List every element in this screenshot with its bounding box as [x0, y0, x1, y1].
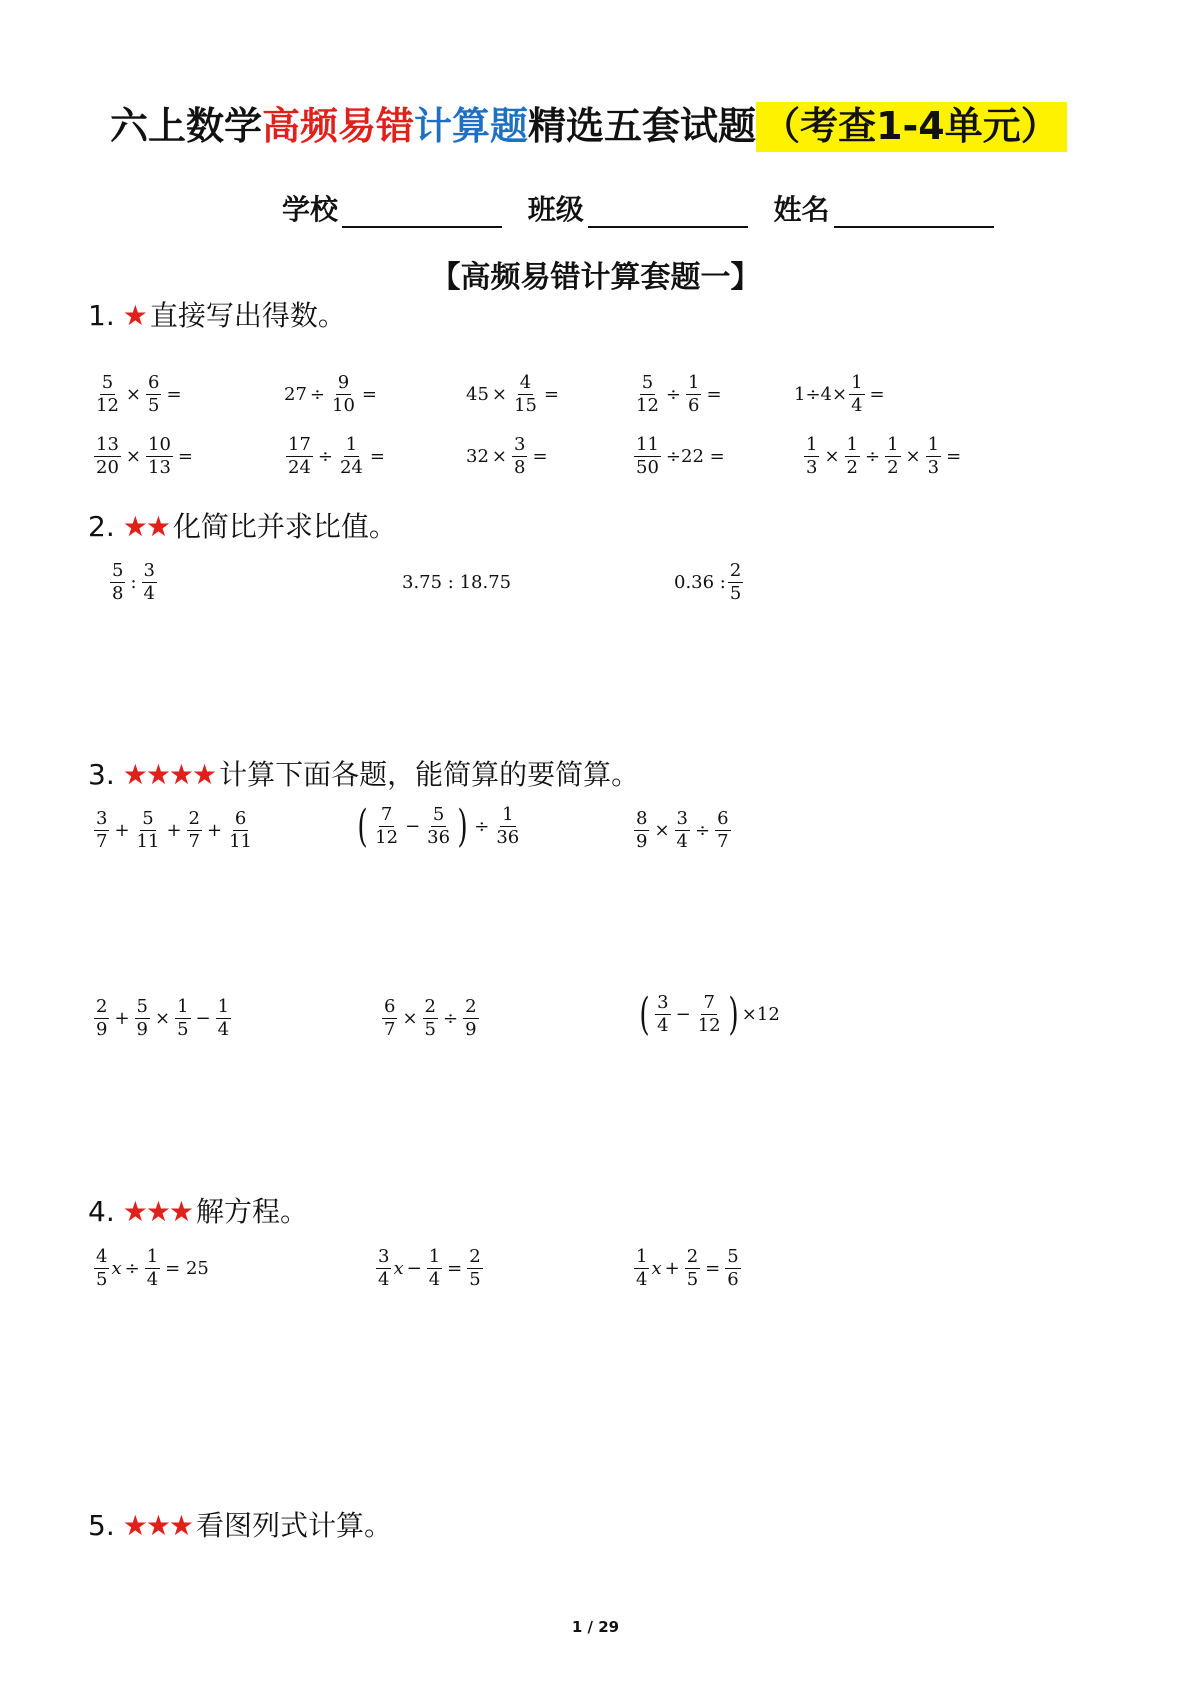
fraction: 3 4: [378, 1246, 390, 1290]
fraction: $\frac{2}{5}$: [424, 996, 436, 1040]
title-highlight: （考查1-4单元）: [756, 102, 1067, 152]
fraction: $\frac{5}{12}$: [636, 372, 659, 416]
question-number: 3.: [88, 758, 115, 791]
fraction: $\frac{6}{7}$: [384, 996, 396, 1040]
q3-expr-4: 2 9 + $\frac{5}{9}$ × $\frac{1}{5}$ − $\frac{1}{4}$: [96, 996, 230, 1040]
fraction: $\frac{5}{36}$: [427, 804, 451, 848]
q2-expr-1: 5 8 : 3 4: [112, 560, 155, 604]
fraction: $\frac{1}{2}$: [846, 434, 858, 478]
fraction: $\frac{2}{5}$: [469, 1246, 481, 1290]
fraction: $\frac{1}{4}$: [217, 996, 230, 1040]
q1-expr-8: 32 × $\frac{3}{8}$ =: [466, 434, 548, 478]
fraction: $\frac{1}{4}$: [428, 1246, 441, 1290]
question-number: 2.: [88, 510, 115, 543]
title-part2: 精选五套试题: [528, 104, 757, 148]
class-field: [528, 188, 748, 228]
fraction: $\frac{6}{7}$: [717, 808, 729, 852]
question-3-heading: [88, 753, 639, 793]
fraction: 2 5: [729, 560, 742, 604]
question-number: 5.: [88, 1509, 115, 1542]
name-blank: [834, 200, 994, 228]
fraction: $\frac{7}{12}$: [697, 992, 721, 1036]
page-number: 1 / 29: [571, 1618, 620, 1636]
question-1-heading: [88, 294, 346, 334]
question-4-heading: [88, 1190, 308, 1230]
q1-expr-4: $\frac{5}{12}$ ÷ $\frac{1}{6}$ =: [636, 372, 722, 416]
question-text: 计算下面各题，能简算的要简算。: [219, 758, 640, 791]
school-label: 学校: [282, 193, 339, 226]
fraction: $\frac{6}{5}$: [148, 372, 160, 416]
title-blue-part: 计算题: [414, 104, 529, 148]
question-text: 化简比并求比值。: [172, 510, 397, 543]
name-field: [774, 188, 994, 228]
fraction: $\frac{11}{50}$: [636, 434, 659, 478]
fraction: 1 4: [636, 1246, 648, 1290]
student-info-fields: [282, 188, 1010, 228]
fraction: $\frac{1}{3}$: [927, 434, 940, 478]
fraction: $\frac{5}{11}$: [136, 808, 160, 852]
question-number: 4.: [88, 1195, 115, 1228]
fraction: $\frac{9}{10}$: [332, 372, 355, 416]
fraction: 3 7: [96, 808, 108, 852]
title-red-part: 高频易错: [262, 104, 415, 148]
q2-expr-2: 3.75 : 18.75: [402, 572, 512, 593]
fraction: 3 4: [657, 992, 669, 1036]
q4-expr-2: 3 4 x − $\frac{1}{4}$ = $\frac{2}{5}$: [378, 1246, 481, 1290]
school-field: [282, 188, 502, 228]
title-part1: 六上数学: [110, 104, 263, 148]
q1-expr-7: $\frac{17}{24}$ ÷ $\frac{1}{24}$ =: [288, 434, 385, 478]
fraction: $\frac{6}{11}$: [229, 808, 252, 852]
fraction: 7 12: [375, 804, 399, 848]
name-label: 姓名: [773, 193, 830, 226]
q1-expr-2: 27 ÷ $\frac{9}{10}$ =: [284, 372, 377, 416]
class-blank: [588, 200, 748, 228]
fraction: $\frac{1}{4}$: [146, 1246, 159, 1290]
fraction: $\frac{3}{4}$: [676, 808, 688, 852]
q1-expr-10: $\frac{1}{3}$ × $\frac{1}{2}$ ÷ $\frac{1}{2}$ × $\frac{1}{3}$ =: [806, 434, 962, 478]
q1-expr-1: $\frac{5}{12}$ × $\frac{6}{5}$ =: [96, 372, 182, 416]
q3-expr-3: $\frac{8}{9}$ × $\frac{3}{4}$ ÷ $\frac{6}{7}$: [636, 808, 729, 852]
q3-expr-2: ( 7 12 − $\frac{5}{36}$ ) ÷ $\frac{1}{36}$: [357, 800, 520, 852]
fraction: $\frac{2}{9}$: [465, 996, 477, 1040]
star-rating: ★★★: [122, 1195, 193, 1228]
q1-expr-6: $\frac{13}{20}$ × $\frac{10}{13}$ =: [96, 434, 193, 478]
question-text: 看图列式计算。: [196, 1509, 393, 1542]
star-rating: ★★: [122, 510, 169, 543]
star-rating: ★★★: [122, 1509, 193, 1542]
star-rating: ★★★★: [122, 758, 216, 791]
fraction: $\frac{5}{12}$: [96, 372, 119, 416]
fraction: $\frac{5}{9}$: [136, 996, 148, 1040]
fraction: $\frac{13}{20}$: [96, 434, 119, 478]
fraction: $\frac{3}{8}$: [514, 434, 526, 478]
q3-expr-6: ( 3 4 − $\frac{7}{12}$ ) ×12: [639, 988, 780, 1040]
q1-expr-5: 1÷4× $\frac{1}{4}$ =: [794, 372, 885, 416]
star-rating: ★: [122, 299, 146, 332]
question-text: 解方程。: [196, 1195, 309, 1228]
class-label: 班级: [527, 193, 584, 226]
fraction: $\frac{4}{15}$: [514, 372, 537, 416]
page-title: [110, 92, 1067, 160]
q1-expr-9: $\frac{11}{50}$ ÷22 =: [636, 434, 725, 478]
fraction: $\frac{2}{5}$: [686, 1246, 699, 1290]
question-number: 1.: [88, 299, 115, 332]
question-text: 直接写出得数。: [149, 299, 346, 332]
school-blank: [342, 200, 502, 228]
fraction: 4 5: [96, 1246, 108, 1290]
fraction: $\frac{1}{24}$: [340, 434, 363, 478]
fraction: $\frac{1}{5}$: [177, 996, 189, 1040]
q3-expr-5: $\frac{6}{7}$ × $\frac{2}{5}$ ÷ $\frac{2}{9}$: [384, 996, 477, 1040]
fraction: 5 8: [112, 560, 124, 604]
fraction: 2 9: [96, 996, 108, 1040]
fraction: $\frac{5}{6}$: [727, 1246, 739, 1290]
fraction: $\frac{10}{13}$: [148, 434, 171, 478]
q4-expr-1: 4 5 x ÷ $\frac{1}{4}$ = 25: [96, 1246, 209, 1290]
fraction: $\frac{1}{4}$: [851, 372, 863, 416]
fraction: $\frac{1}{36}$: [496, 804, 520, 848]
q3-expr-1: 3 7 + $\frac{5}{11}$ + $\frac{2}{7}$ + $\frac{6}{11}$: [96, 808, 252, 852]
question-2-heading: [88, 505, 397, 545]
fraction: $\frac{1}{6}$: [688, 372, 700, 416]
fraction: $\frac{2}{7}$: [188, 808, 200, 852]
q4-expr-3: 1 4 x + $\frac{2}{5}$ = $\frac{5}{6}$: [636, 1246, 739, 1290]
fraction: 3 4: [143, 560, 155, 604]
question-5-heading: [88, 1504, 392, 1544]
q1-expr-3: 45 × $\frac{4}{15}$ =: [466, 372, 559, 416]
fraction: $\frac{1}{3}$: [806, 434, 818, 478]
set-title: 【高频易错计算套题一】: [430, 260, 761, 295]
fraction: $\frac{1}{2}$: [887, 434, 899, 478]
fraction: $\frac{8}{9}$: [636, 808, 648, 852]
fraction: $\frac{17}{24}$: [288, 434, 311, 478]
q2-expr-3: 0.36 : 2 5: [674, 560, 742, 604]
